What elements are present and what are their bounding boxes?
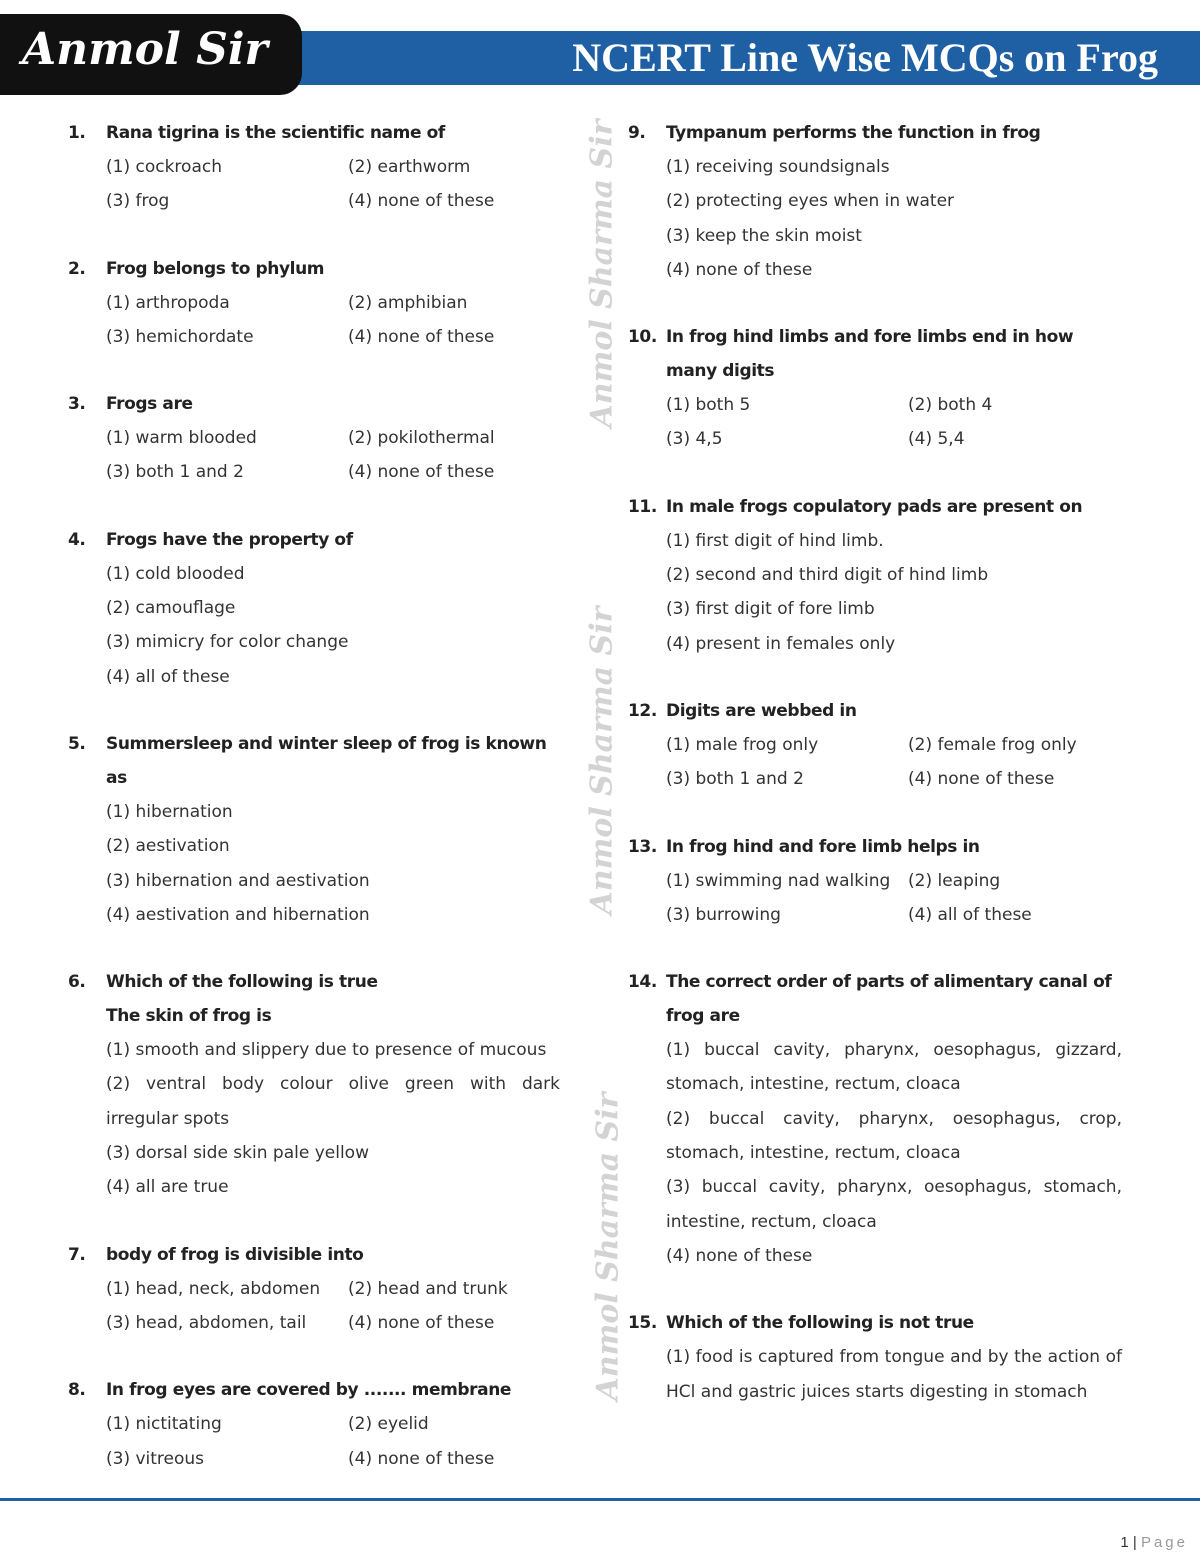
option: (3) 4,5: [666, 429, 723, 450]
option: (2) pokilothermal: [348, 428, 495, 449]
question-3: [68, 387, 560, 490]
option: (4) none of these: [666, 259, 813, 280]
question-text: Frogs have the property of: [106, 529, 353, 550]
left-column: [68, 116, 560, 1509]
question-2: [68, 252, 560, 355]
watermark: Anmol Sharma Sir: [590, 1092, 626, 1401]
option: (4) 5,4: [908, 429, 965, 450]
page-title: NCERT Line Wise MCQs on Frog: [572, 35, 1158, 80]
question-number: 7.: [68, 1244, 86, 1265]
option: (1) food is captured from tongue and by the action of HCl and gastric juices starts digesting in stomach: [666, 1347, 1122, 1402]
question-number: 6.: [68, 972, 86, 993]
option: (2) head and trunk: [348, 1278, 508, 1299]
question-15: [628, 1306, 1122, 1409]
question-text: Rana tigrina is the scientific name of: [106, 123, 445, 143]
option: (1) buccal cavity, pharynx, oesophagus, gizzard, stomach, intestine, rectum, cloaca: [666, 1040, 1122, 1095]
question-text: Tympanum performs the function in frog: [666, 123, 1041, 143]
option: (2) female frog only: [908, 734, 1077, 755]
question-text: Summersleep and winter sleep of frog is known as: [106, 733, 547, 788]
option: (1) both 5: [666, 395, 751, 416]
option: (4) none of these: [348, 1448, 495, 1469]
question-number: 9.: [628, 123, 646, 143]
question-number: 5.: [68, 733, 86, 754]
option: (3) vitreous: [106, 1448, 205, 1469]
option: (2) buccal cavity, pharynx, oesophagus, crop, stomach, intestine, rectum, cloaca: [666, 1108, 1122, 1164]
option: (2) protecting eyes when in water: [666, 191, 955, 212]
option: (3) dorsal side skin pale yellow: [106, 1143, 369, 1164]
question-number: 4.: [68, 529, 86, 550]
page-separator: |: [1132, 1534, 1137, 1551]
question-12: [628, 694, 1122, 797]
question-8: [68, 1373, 560, 1476]
option: (2) both 4: [908, 395, 993, 416]
option: (3) mimicry for color change: [106, 632, 349, 653]
page-number: 1: [1120, 1534, 1129, 1551]
question-text: body of frog is divisible into: [106, 1244, 364, 1265]
watermark: Anmol Sharma Sir: [584, 119, 620, 428]
option: (3) keep the skin moist: [666, 225, 862, 246]
option: (4) none of these: [348, 1312, 495, 1333]
option: (1) arthropoda: [106, 292, 230, 313]
question-text: Frog belongs to phylum: [106, 258, 325, 279]
option: (1) receiving soundsignals: [666, 157, 890, 177]
option: (4) all of these: [908, 904, 1032, 925]
option: (3) frog: [106, 191, 170, 212]
question-14: [628, 965, 1122, 1273]
question-text: Digits are webbed in: [666, 700, 857, 721]
question-number: 15.: [628, 1313, 657, 1334]
question-number: 14.: [628, 972, 657, 993]
option: (1) male frog only: [666, 734, 819, 755]
brand-logo: Anmol Sir: [22, 24, 268, 75]
page-footer: [1120, 1534, 1188, 1551]
watermark: Anmol Sharma Sir: [584, 606, 620, 915]
option: (3) both 1 and 2: [106, 462, 244, 483]
question-13: [628, 830, 1122, 933]
question-11: [628, 490, 1122, 661]
question-5: [68, 727, 560, 932]
option: (1) warm blooded: [106, 428, 257, 449]
question-text: In frog eyes are covered by ....... membrane: [106, 1380, 512, 1401]
question-text: Which of the following is not true: [666, 1313, 974, 1334]
question-text: Frogs are: [106, 394, 193, 415]
option: (2) camouflage: [106, 598, 236, 619]
question-text: In male frogs copulatory pads are present on: [666, 496, 1083, 517]
option: (1) cockroach: [106, 157, 222, 177]
option: (3) buccal cavity, pharynx, oesophagus, stomach, intestine, rectum, cloaca: [666, 1177, 1122, 1232]
question-text: In frog hind and fore limb helps in: [666, 836, 980, 857]
question-number: 1.: [68, 123, 86, 143]
option: (3) head, abdomen, tail: [106, 1312, 307, 1333]
option: (4) aestivation and hibernation: [106, 904, 370, 925]
option: (4) none of these: [348, 191, 495, 212]
option: (2) amphibian: [348, 292, 468, 313]
option: (3) hibernation and aestivation: [106, 870, 370, 891]
question-4: [68, 523, 560, 694]
question-number: 3.: [68, 394, 86, 415]
question-6: [68, 965, 560, 1204]
option: (2) leaping: [908, 870, 1001, 891]
footer-line: [0, 1498, 1200, 1501]
option: (3) first digit of fore limb: [666, 599, 875, 620]
question-number: 2.: [68, 258, 86, 279]
question-number: 11.: [628, 496, 657, 517]
option: (1) cold blooded: [106, 563, 245, 584]
page-label: Page: [1140, 1534, 1188, 1551]
question-text: Which of the following is true: [106, 972, 378, 993]
option: (2) earthworm: [348, 157, 471, 177]
question-1: [68, 116, 560, 219]
option: (1) nictitating: [106, 1414, 222, 1435]
question-text: In frog hind limbs and fore limbs end in how many digits: [666, 327, 1074, 382]
question-10: [628, 320, 1122, 457]
option: (2) second and third digit of hind limb: [666, 565, 989, 586]
option: (3) burrowing: [666, 904, 781, 925]
option: (2) eyelid: [348, 1414, 429, 1435]
question-number: 13.: [628, 836, 657, 857]
option: (3) hemichordate: [106, 326, 254, 347]
option: (1) first digit of hind limb.: [666, 530, 884, 551]
option: (4) none of these: [348, 462, 495, 483]
option: (3) both 1 and 2: [666, 769, 804, 790]
question-number: 12.: [628, 700, 657, 721]
question-text: The correct order of parts of alimentary canal of frog are: [666, 972, 1112, 1027]
question-number: 10.: [628, 327, 657, 348]
option: (4) all are true: [106, 1177, 229, 1198]
option: (4) all of these: [106, 666, 230, 687]
option: (4) present in females only: [666, 633, 896, 654]
question-subtext: The skin of frog is: [106, 1006, 272, 1027]
option: (1) head, neck, abdomen: [106, 1278, 321, 1299]
question-7: [68, 1238, 560, 1341]
right-column: [628, 116, 1122, 1442]
option: (4) none of these: [666, 1245, 813, 1266]
option: (1) hibernation: [106, 801, 233, 822]
question-number: 8.: [68, 1380, 86, 1401]
option: (4) none of these: [348, 326, 495, 347]
option: (1) swimming nad walking: [666, 870, 891, 891]
option: (1) smooth and slippery due to presence of mucous: [106, 1040, 547, 1061]
question-9: [628, 116, 1122, 287]
option: (4) none of these: [908, 769, 1055, 790]
option: (2) ventral body colour olive green with dark irregular spots: [106, 1074, 560, 1129]
option: (2) aestivation: [106, 836, 230, 857]
